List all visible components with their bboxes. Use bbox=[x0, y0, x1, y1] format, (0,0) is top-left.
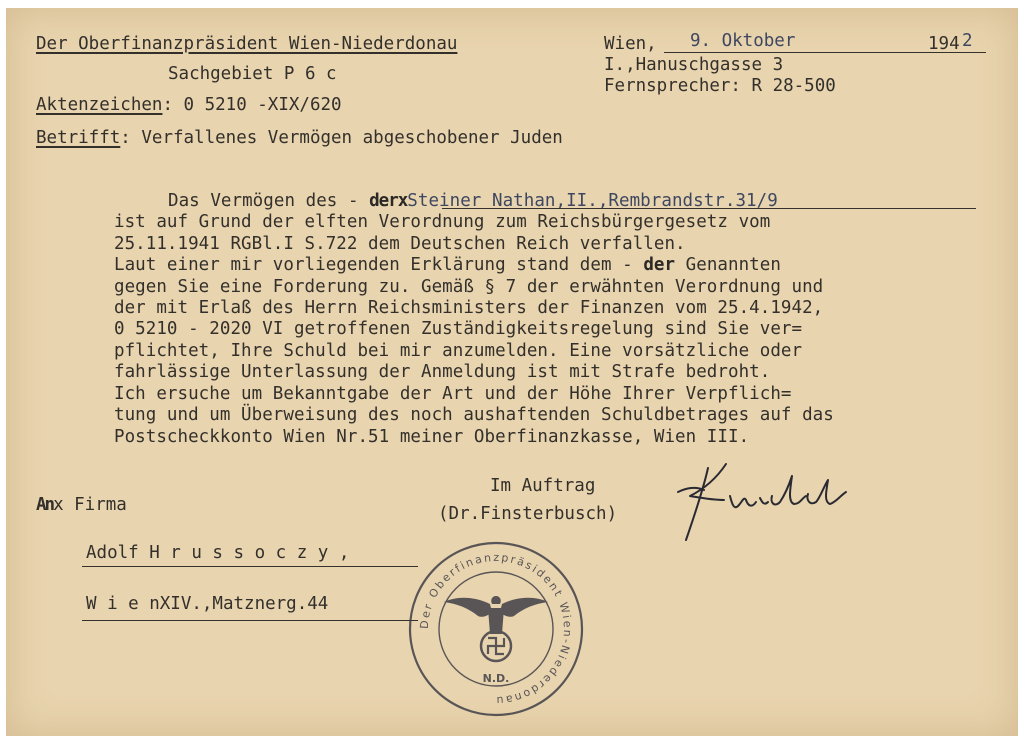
official-seal-stamp bbox=[404, 538, 588, 720]
file-reference-label: Aktenzeichen bbox=[36, 95, 163, 115]
subject-label: Betrifft bbox=[36, 128, 121, 148]
date-year-suffix: 2 bbox=[962, 31, 973, 51]
body-line-3: 25.11.1941 RGBl.I S.722 dem Deutschen Reich verfallen. bbox=[114, 234, 686, 254]
body-line-5: gegen Sie eine Forderung zu. Gemäß § 7 der erwähnten Verordnung und bbox=[114, 277, 824, 297]
recipient-address-rule bbox=[82, 620, 418, 621]
body-line-8: pflichtet, Ihre Schuld bei mir anzumelden. Eine vorsätzliche oder bbox=[114, 341, 803, 361]
file-reference bbox=[36, 97, 342, 115]
recipient-prefix-tail: x Firma bbox=[53, 495, 127, 515]
place-city: Wien, bbox=[604, 34, 657, 54]
name-rule bbox=[442, 208, 976, 209]
office-phone: Fernsprecher: R 28-500 bbox=[604, 76, 836, 96]
body-line-11: tung und um Überweisung des noch aushaftenden Schuldbetrages auf das bbox=[114, 405, 834, 425]
stamp-center-text: N.D. bbox=[482, 672, 510, 685]
department-label: Sachgebiet P 6 c bbox=[168, 64, 337, 84]
authority-heading: Der Oberfinanzpräsident Wien-Niederdonau bbox=[36, 34, 458, 54]
by-order-label: Im Auftrag bbox=[490, 476, 596, 496]
body-line-4 bbox=[114, 257, 781, 275]
body-line-4-text: Laut einer mir vorliegenden Erklärung stand dem - bbox=[114, 255, 633, 275]
struck-text-2: der bbox=[643, 255, 676, 275]
handwritten-signature bbox=[668, 456, 858, 546]
body-intro: Das Vermögen des - bbox=[168, 191, 359, 211]
recipient-address: W i e nXIV.,Matznerg.44 bbox=[86, 594, 329, 614]
body-line-7: 0 5210 - 2020 VI getroffenen Zuständigkeitsregelung sind Sie ver= bbox=[114, 319, 803, 339]
deceased-name-address: Steiner Nathan,II.,Rembrandstr.31/9 bbox=[407, 191, 778, 211]
date-year-prefix: 194 bbox=[928, 34, 960, 54]
date-day-month: 9. Oktober bbox=[690, 31, 796, 51]
recipient-name-rule bbox=[82, 566, 418, 567]
body-line-10: Ich ersuche um Bekanntgabe der Art und der Höhe Ihrer Verpflich= bbox=[114, 384, 792, 404]
eagle-emblem-icon bbox=[444, 596, 548, 634]
body-line-12: Postscheckkonto Wien Nr.51 meiner Oberfinanzkasse, Wien III. bbox=[114, 427, 750, 447]
recipient-prefix bbox=[36, 497, 127, 515]
subject-text: : Verfallenes Vermögen abgeschobener Juden bbox=[120, 128, 563, 148]
struck-text-1: derx bbox=[369, 191, 408, 211]
struck-prefix: An bbox=[36, 495, 54, 515]
stamp-ring-text: Der Oberfinanzpräsident Wien-Niederdonau bbox=[417, 550, 575, 708]
body-line-9: fahrlässige Unterlassung der Anmeldung ist mit Strafe bedroht. bbox=[114, 362, 771, 382]
body-line-4-end: Genannten bbox=[685, 255, 781, 275]
office-address: I.,Hanuschgasse 3 bbox=[604, 55, 784, 75]
body-line-6: der mit Erlaß des Herrn Reichsministers der Finanzen vom 25.4.1942, bbox=[114, 298, 824, 318]
subject-line bbox=[36, 130, 563, 148]
body-line-2: ist auf Grund der elften Verordnung zum Reichsbürgergesetz vom bbox=[114, 212, 771, 232]
signatory-name: (Dr.Finsterbusch) bbox=[438, 504, 618, 524]
file-reference-number: : 0 5210 -XIX/620 bbox=[162, 95, 342, 115]
recipient-name: Adolf H r u s s o c z y , bbox=[86, 543, 350, 563]
